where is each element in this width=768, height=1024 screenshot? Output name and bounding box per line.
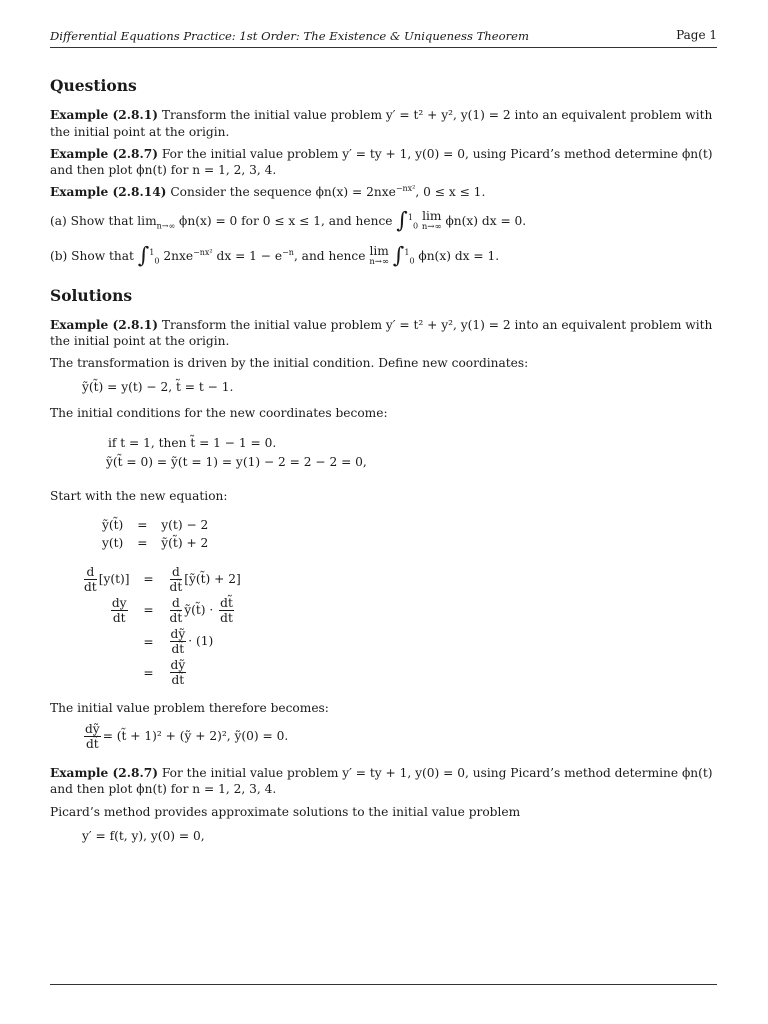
limit-word: lim [422,208,442,223]
equation: ỹ(t̃) = y(t) − 2, t̃ = t − 1. [82,380,234,395]
integral-upper: 1 [404,247,410,257]
equation-row [78,626,245,657]
solution-paragraph: The initial value problem therefore becomes: [50,701,329,716]
fraction: $\frac{d}{dt̃}$ [169,595,183,625]
header-title: Differential Equations Practice: 1st Order: The Existence & Uniqueness Theorem [50,28,530,43]
solution-label: Example (2.8.7) [50,766,158,781]
question-text: Consider the sequence ϕn(x) = 2nxe [170,184,396,199]
footer-rule [50,984,717,985]
solution-text: Transform the initial value problem y′ = t² + y², y(1) = 2 into an equivalent problem with the initial point at the origin. [50,317,713,349]
part-a-text-2: ϕn(x) = 0 for 0 ≤ x ≤ 1, and hence [175,213,393,228]
integral-lower: 0 [412,221,419,231]
eq-lhs: ỹ(t̃) [102,517,124,532]
part-b-mid: dx = 1 − e [212,248,283,263]
solution-paragraph: Picard’s method provides approximate solutions to the initial value problem [50,804,521,819]
integral-upper: 1 [407,212,413,222]
fraction: $\frac{\text{dỹ}}{dt̃}$ [170,627,186,657]
eq-rhs: ỹ(t̃) + 2 [161,535,209,550]
fraction: $\frac{d}{dt̃}$ [169,564,183,594]
equation: y′ = f(t, y), y(0) = 0, [82,828,205,843]
question-2-8-7 [50,146,717,178]
eq-rel: = [143,603,154,618]
fraction: $\frac{dy}{dt}$ [111,595,127,625]
limit [369,245,389,268]
eq-rel: = [143,634,154,649]
integral-sign: ∫ [137,243,150,269]
solution-text: For the initial value problem y′ = ty + 1, y(0) = 0, using Picard’s method determine ϕn(t) and then plot ϕn(t) for n = 1, 2, 3, 4. [50,766,713,797]
question-2-8-1 [50,107,717,139]
fraction: $\frac{\text{dỹ}}{dt̃}$ [170,658,186,688]
fraction: $\frac{\text{dỹ}}{dt̃}$ [85,722,100,752]
question-text-tail: , 0 ≤ x ≤ 1. [415,184,486,199]
equation: if t = 1, then t̃ = 1 − 1 = 0. [108,436,277,451]
question-label: Example (2.8.14) [50,184,167,199]
eq-rel: = [137,535,148,550]
equation-row [98,534,212,552]
integral-sign: ∫ [396,208,408,234]
question-2-8-14 [50,184,717,200]
equation-text: = (t̃ + 1)² + (ỹ + 2)², ỹ(0) = 0. [102,729,289,744]
eq-rhs: y(t) − 2 [161,517,209,532]
question-label: Example (2.8.7) [50,146,158,161]
eq-rel: = [143,572,154,587]
equation-row [78,657,245,688]
solution-paragraph: The transformation is driven by the initial condition. Define new coordinates: [50,356,529,371]
solution-paragraph: Start with the new equation: [50,488,228,503]
part-b-text-2: , and hence [293,248,366,263]
derivative-array [78,564,245,688]
question-part-a [50,210,717,233]
equation-row [78,564,245,595]
eq-lhs: [y(t)] [98,571,130,586]
questions-heading: Questions [50,76,137,95]
eq-rhs: [ỹ(t̃) + 2] [184,571,241,586]
eq-rel: = [137,517,148,532]
exponent: −n [282,247,294,257]
question-label: Example (2.8.1) [50,108,158,123]
solution-2-8-7 [50,765,717,797]
page-number: Page 1 [676,28,717,43]
integral-lower: 0 [154,256,160,266]
solution-label: Example (2.8.1) [50,317,158,332]
solution-2-8-1 [50,317,717,349]
limit-subscript: n→∞ [421,222,442,233]
limit-subscript: n→∞ [369,257,389,268]
equation-array [98,516,212,552]
page-header [50,29,717,48]
fraction: $\frac{dt̃}{dt}$ [220,595,233,625]
equation-row [78,595,245,626]
integral-sign: ∫ [392,243,405,269]
page-content [50,76,717,850]
integral-upper: 1 [149,247,155,257]
equation: ỹ(t̃ = 0) = ỹ(t = 1) = y(1) − 2 = 2 − 2 = 0, [106,454,367,469]
eq-rhs: · (1) [188,634,214,649]
eq-rhs: ỹ(t̃) · [184,603,214,617]
exponent: −nx² [395,183,416,193]
solution-paragraph: The initial conditions for the new coordinates become: [50,406,388,421]
equation-row [98,516,212,534]
part-a-tail: ϕn(x) dx = 0. [441,213,527,228]
part-b-tail: ϕn(x) dx = 1. [414,248,500,263]
fraction: $\frac{d}{dt}$ [84,564,97,594]
question-text: For the initial value problem y′ = ty + 1, y(0) = 0, using Picard’s method determine ϕn(t) and then plot ϕn(t) for n = 1, 2, 3, 4. [50,146,713,177]
equation [82,722,717,751]
eq-rel: = [143,665,154,680]
part-a-text: (a) Show that lim [50,213,157,228]
question-text: Transform the initial value problem y′ = t² + y², y(1) = 2 into an equivalent problem with the initial point at the origin. [50,108,713,139]
exponent: −nx² [193,247,213,257]
integral-lower: 0 [409,256,415,266]
limit-word: lim [369,243,389,258]
solutions-heading: Solutions [50,285,133,305]
eq-lhs: y(t) [102,535,124,550]
limit [422,210,442,233]
part-b-text: (b) Show that [50,248,134,263]
question-part-b [50,245,717,268]
integrand: 2nxe [163,248,194,263]
limit-subscript: n→∞ [156,221,176,231]
